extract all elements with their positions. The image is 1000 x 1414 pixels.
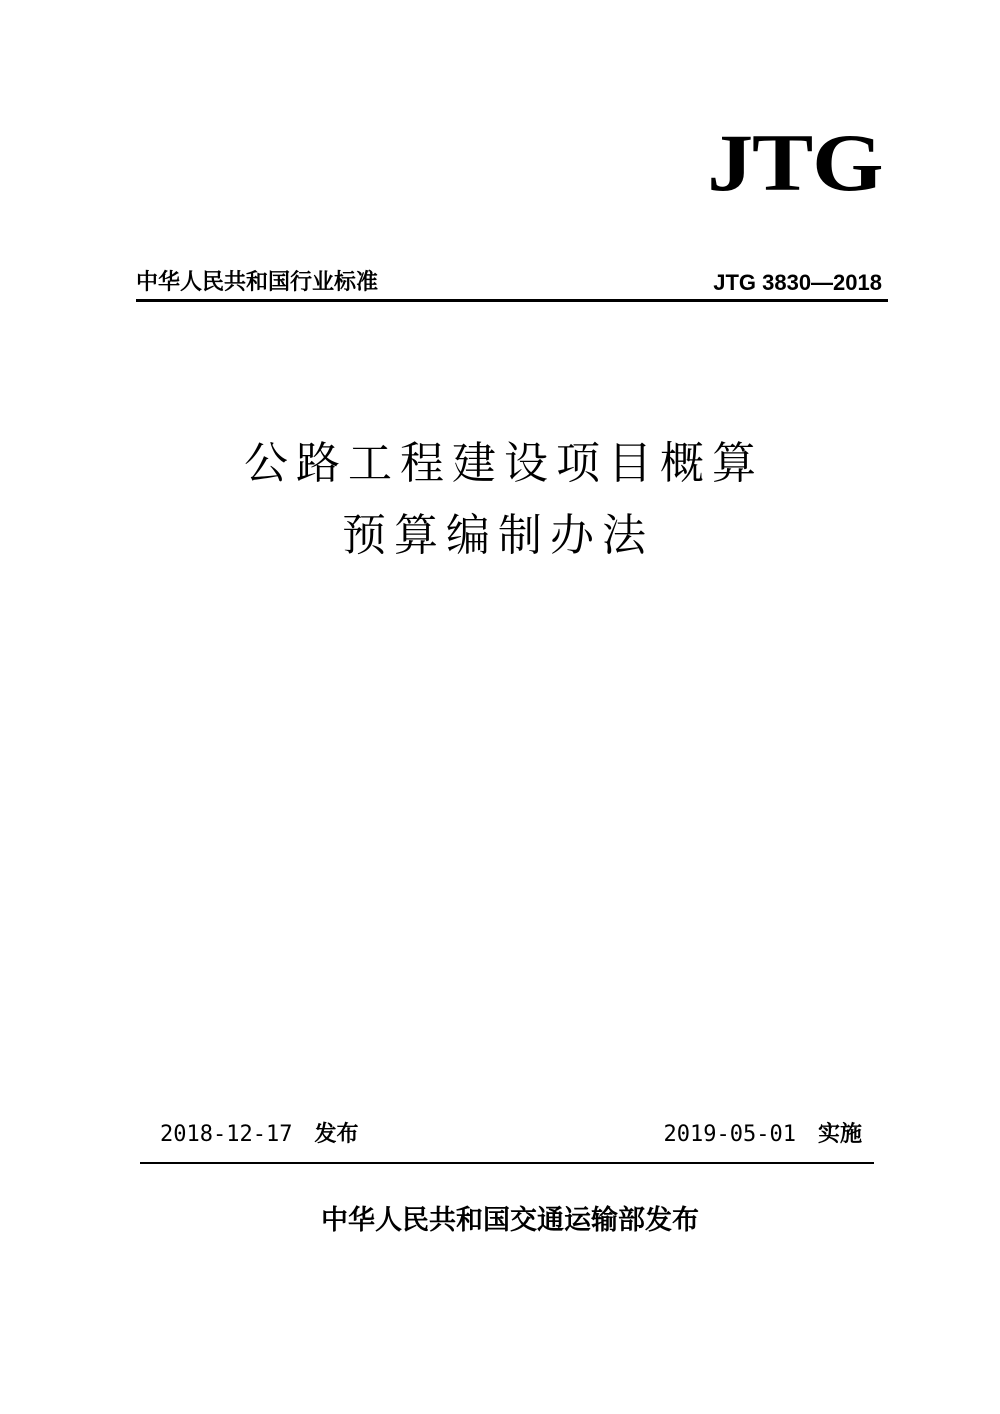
effective-date: 2019-05-01 — [663, 1122, 796, 1147]
title-line-1: 公路工程建设项目概算 — [244, 438, 764, 489]
jtg-logo: JTG — [706, 117, 882, 208]
issue-date: 2018-12-17 — [160, 1122, 293, 1147]
publisher: 中华人民共和国交通运输部发布 — [321, 1205, 699, 1236]
standard-header — [136, 268, 886, 300]
standard-category: 中华人民共和国行业标准 — [136, 270, 379, 295]
footer-divider — [140, 1162, 874, 1164]
standard-number: JTG 3830—2018 — [713, 270, 882, 295]
header-divider — [136, 299, 888, 302]
document-title — [0, 438, 1000, 561]
effective-date-group — [664, 1117, 862, 1148]
dates-row — [136, 1118, 876, 1154]
issue-label: 发布 — [314, 1122, 359, 1147]
effective-label: 实施 — [817, 1122, 862, 1147]
title-line-2: 预算编制办法 — [342, 510, 654, 561]
issue-date-group — [160, 1117, 358, 1148]
